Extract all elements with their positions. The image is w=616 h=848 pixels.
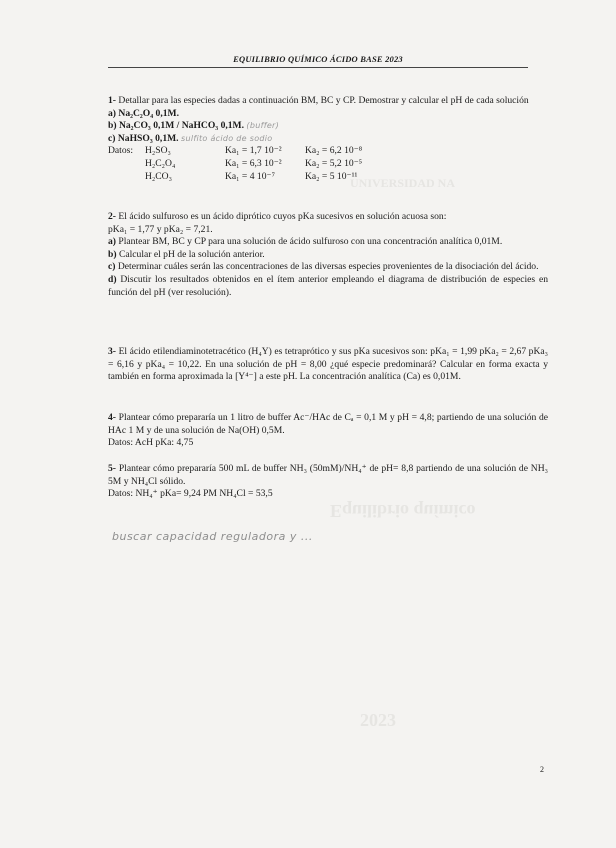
question-4 — [108, 412, 548, 450]
handwritten-note: (buffer) — [246, 121, 280, 131]
item-text: Na₂C₂O₄ 0,1M. — [118, 107, 179, 119]
datos-ka1: Ka₁ = 1,7 10⁻² — [225, 145, 282, 157]
show-through-ghost-text: 2023 — [360, 710, 396, 730]
page-number: 2 — [540, 765, 544, 774]
question-text: Plantear cómo prepararía un 1 litro de buffer Ac⁻/HAc de Cₐ = 0,1 M y pH = 4,8; partiendo de una solución de HAc 1 M y de una solución de Na(OH) 0,5M. — [108, 412, 548, 436]
datos-ka2: Ka₂ = 6,2 10⁻⁸ — [305, 145, 363, 157]
page-header-title: EQUILIBRIO QUÍMICO ÁCIDO BASE 2023 — [233, 54, 403, 64]
item-label: b) — [108, 120, 117, 132]
item-label: b) — [108, 248, 117, 260]
handwritten-note: buscar capacidad reguladora y ... — [112, 530, 313, 543]
pka-values: pKa₁ = 1,77 y pKa₂ = 7,21. — [108, 223, 213, 235]
question-text: Detallar para las especies dadas a continuación BM, BC y CP. Demostrar y calcular el pH de cada solución — [118, 95, 529, 106]
datos-ka1: Ka₁ = 6,3 10⁻² — [225, 157, 282, 169]
question-1 — [108, 95, 548, 183]
handwritten-note: sulfito ácido de sodio — [180, 133, 273, 143]
item-label: d) — [108, 273, 117, 285]
header-rule — [108, 67, 528, 68]
question-2 — [108, 211, 548, 299]
question-number: 2- — [108, 211, 116, 222]
datos-row — [108, 145, 548, 158]
datos-ka2: Ka₂ = 5,2 10⁻⁵ — [305, 157, 363, 169]
question-text: El ácido sulfuroso es un ácido diprótico cuyos pKa sucesivos en solución acuosa son: — [118, 211, 447, 222]
item-label: a) — [108, 236, 116, 248]
datos-row — [108, 158, 548, 171]
datos-species: H₂SO₃ — [145, 145, 171, 157]
datos-species: H₂CO₃ — [145, 170, 172, 182]
item-text: Discutir los resultados obtenidos en el ítem anterior empleando el diagrama de distribución de especies en función del pH (ver resolución). — [108, 273, 548, 298]
datos-ka2: Ka₂ = 5 10⁻¹¹ — [305, 170, 358, 182]
question-text: Plantear cómo prepararía 500 mL de buffer NH₃ (50mM)/NH₄⁺ de pH= 8,8 partiendo de una solución de NH₃ 5M y NH₄Cl sólido. — [108, 463, 548, 487]
item-text: Determinar cuáles serán las concentraciones de las diversas especies provenientes de la disociación del ácido. — [117, 261, 539, 273]
item-text: Calcular el pH de la solución anterior. — [118, 248, 265, 260]
item-text: Na₂CO₃ 0,1M / NaHCO₃ 0,1M. — [118, 120, 245, 132]
question-number: 3- — [108, 346, 116, 357]
item-text: Plantear BM, BC y CP para una solución de ácido sulfuroso con una concentración analítica 0,01M. — [118, 236, 503, 248]
datos-label: Datos: — [108, 145, 134, 157]
question-text: El ácido etilendiaminotetracético (H₄Y) es tetraprótico y sus pKa sucesivos son: pKa₁ = 1,99 pKa₂ = 2,67 pKa₃ = 6,16 y pKa₄ = 10,22. En una solución de pH = 8,00 ¿qué especie predominará? Calcular en forma exacta y también en forma aproximada la [Y⁴⁻] a este pH. La concentración analítica (Ca) es 0,01M. — [108, 346, 548, 383]
show-through-ghost-text: Equilibrio químico — [330, 501, 476, 521]
datos-row — [108, 171, 548, 184]
show-through-ghost-text: UNIVERSIDAD NA — [350, 176, 456, 190]
item-label: c) — [108, 132, 116, 144]
datos-line: Datos: NH₄⁺ pKa= 9,24 PM NH₄Cl = 53,5 — [108, 488, 273, 500]
datos-ka1: Ka₁ = 4 10⁻⁷ — [225, 170, 275, 182]
question-number: 4- — [108, 412, 116, 423]
datos-line: Datos: AcH pKa: 4,75 — [108, 437, 194, 449]
datos-species: H₂C₂O₄ — [145, 157, 176, 169]
item-label: a) — [108, 107, 116, 119]
item-label: c) — [108, 261, 116, 273]
question-number: 1- — [108, 95, 116, 106]
question-number: 5- — [108, 463, 116, 474]
item-text: NaHSO₃ 0,1M. — [117, 132, 179, 144]
question-3 — [108, 346, 548, 384]
question-5 — [108, 463, 548, 501]
